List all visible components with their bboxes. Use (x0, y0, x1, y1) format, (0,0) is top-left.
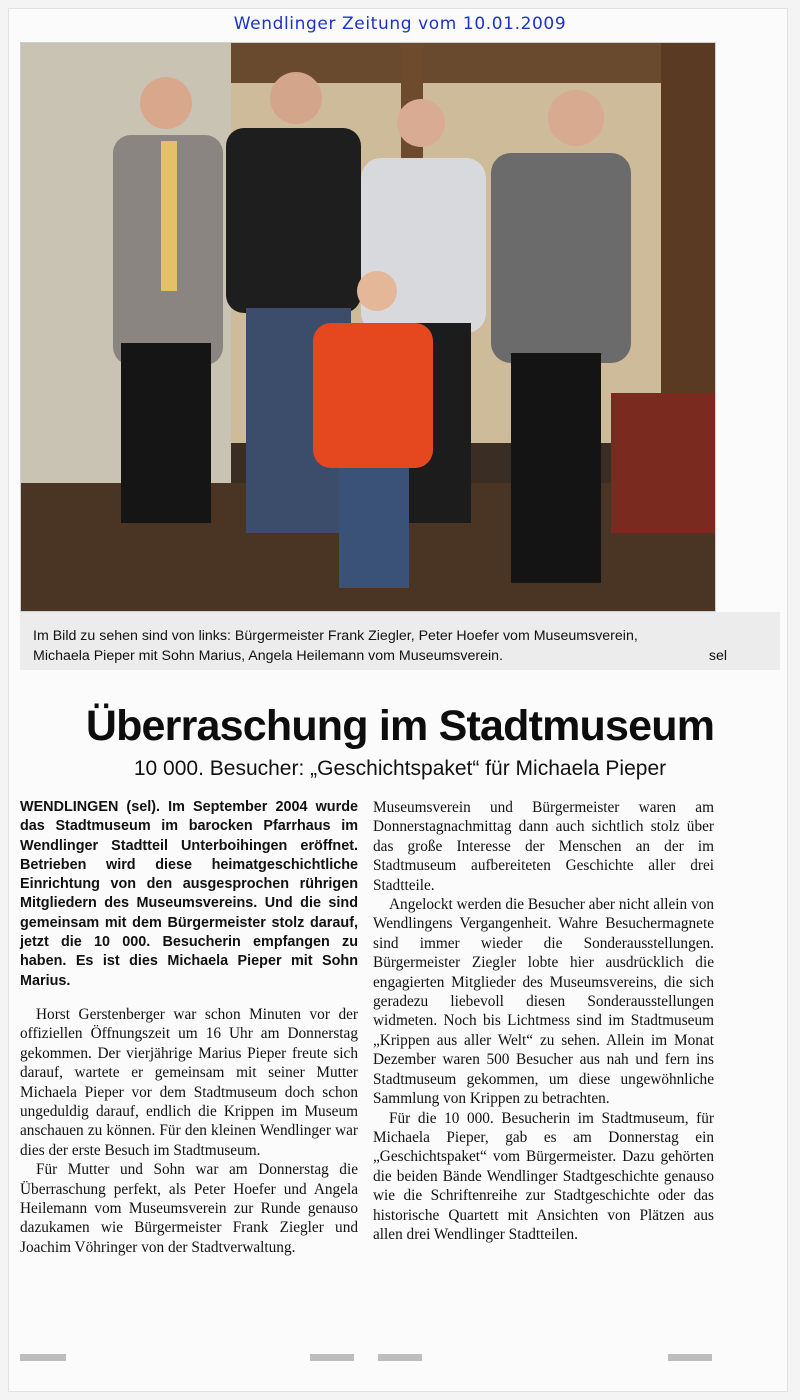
photo-credit: sel (708, 648, 727, 664)
article-paragraph: Für die 10 000. Besucherin im Stadtmuseum, für Michaela Pieper, gab es am Donnerstag ein „Geschichtspaket“ vom Bürgermeister. Dazu gehörten die beiden Bände Wendlinger Stadtgeschichte genauso wie die Schriftenreihe zur Stadtgeschichte oder das historische Quartett mit Ansichten von Plätzen aus allen drei Wendlinger Stadtteilen. (373, 1109, 714, 1243)
article-paragraph: Horst Gerstenberger war schon Minuten vor der offiziellen Öffnungszeit um 16 Uhr am Donnerstag gekommen. Der vierjährige Marius Pieper freute sich darauf, wartete er gemeinsam mit seiner Mutter Michaela Pieper vor dem Stadtmuseum doch schon ungeduldig darauf, endlich die Krippen im Museum anschauen zu können. Für den kleinen Wendlinger war dies der erste Besuch im Stadtmuseum. (20, 1005, 358, 1159)
article-photo (20, 42, 716, 612)
article-lead: WENDLINGEN (sel). Im September 2004 wurde das Stadtmuseum im barocken Pfarrhaus im Wendlinger Stadtteil Unterboihingen eröffnet. Betrieben wird diese heimatgeschichtliche Einrichtung von den ausgesprochen rührigen Mitgliedern des Museumsvereins. Und die sind gemeinsam mit dem Bürgermeister stolz darauf, jetzt die 10 000. Besucherin empfangen zu haben. Es ist dies Michaela Pieper mit Sohn Marius. (20, 799, 358, 989)
caption-line-1: Im Bild zu sehen sind von links: Bürgermeister Frank Ziegler, Peter Hoefer vom Museumsverein, (33, 628, 638, 644)
article-paragraph: Museumsverein und Bürgermeister waren am Donnerstagnachmittag dann auch sichtlich stolz über das große Interesse der Menschen an der im Stadtmuseum aufbereiteten Geschichte aller drei Stadtteile. (373, 799, 714, 894)
group-photo-icon (21, 43, 715, 611)
bottom-divider (378, 1354, 422, 1361)
headline: Überraschung im Stadtmuseum (85, 702, 715, 750)
bottom-divider (310, 1354, 354, 1361)
article-column-left (20, 798, 358, 1257)
article-paragraph: Für Mutter und Sohn war am Donnerstag die Überraschung perfekt, als Peter Hoefer und Angela Heilemann vom Museumsverein zur Runde genauso dazukamen wie Bürgermeister Frank Ziegler und Joachim Vöhringer von der Stadtverwaltung. (20, 1161, 358, 1256)
caption-line-2: Michaela Pieper mit Sohn Marius, Angela Heilemann vom Museumsverein. (33, 648, 503, 664)
article-column-right (373, 798, 714, 1244)
bottom-divider (668, 1354, 712, 1361)
subheadline: 10 000. Besucher: „Geschichtspaket“ für Michaela Pieper (133, 757, 667, 780)
source-line: Wendlinger Zeitung vom 10.01.2009 (233, 14, 567, 34)
photo-caption (33, 626, 727, 666)
article-paragraph: Angelockt werden die Besucher aber nicht allein von Wendlingens Vergangenheit. Wahre Besuchermagnete sind immer wieder die Sonderausstellungen. Bürgermeister Ziegler lobte hier ausdrücklich die engagierten Mitglieder des Museumsvereins, die sich geradezu liebevoll diesen Sonderausstellungen widmeten. Noch bis Lichtmess sind im Stadtmuseum „Krippen aus aller Welt“ zu sehen. Allein im Monat Dezember waren 500 Besucher aus nah und fern ins Stadtmuseum gekommen, um diese ungewöhnliche Sammlung von Krippen zu betrachten. (373, 896, 714, 1108)
bottom-divider (20, 1354, 66, 1361)
